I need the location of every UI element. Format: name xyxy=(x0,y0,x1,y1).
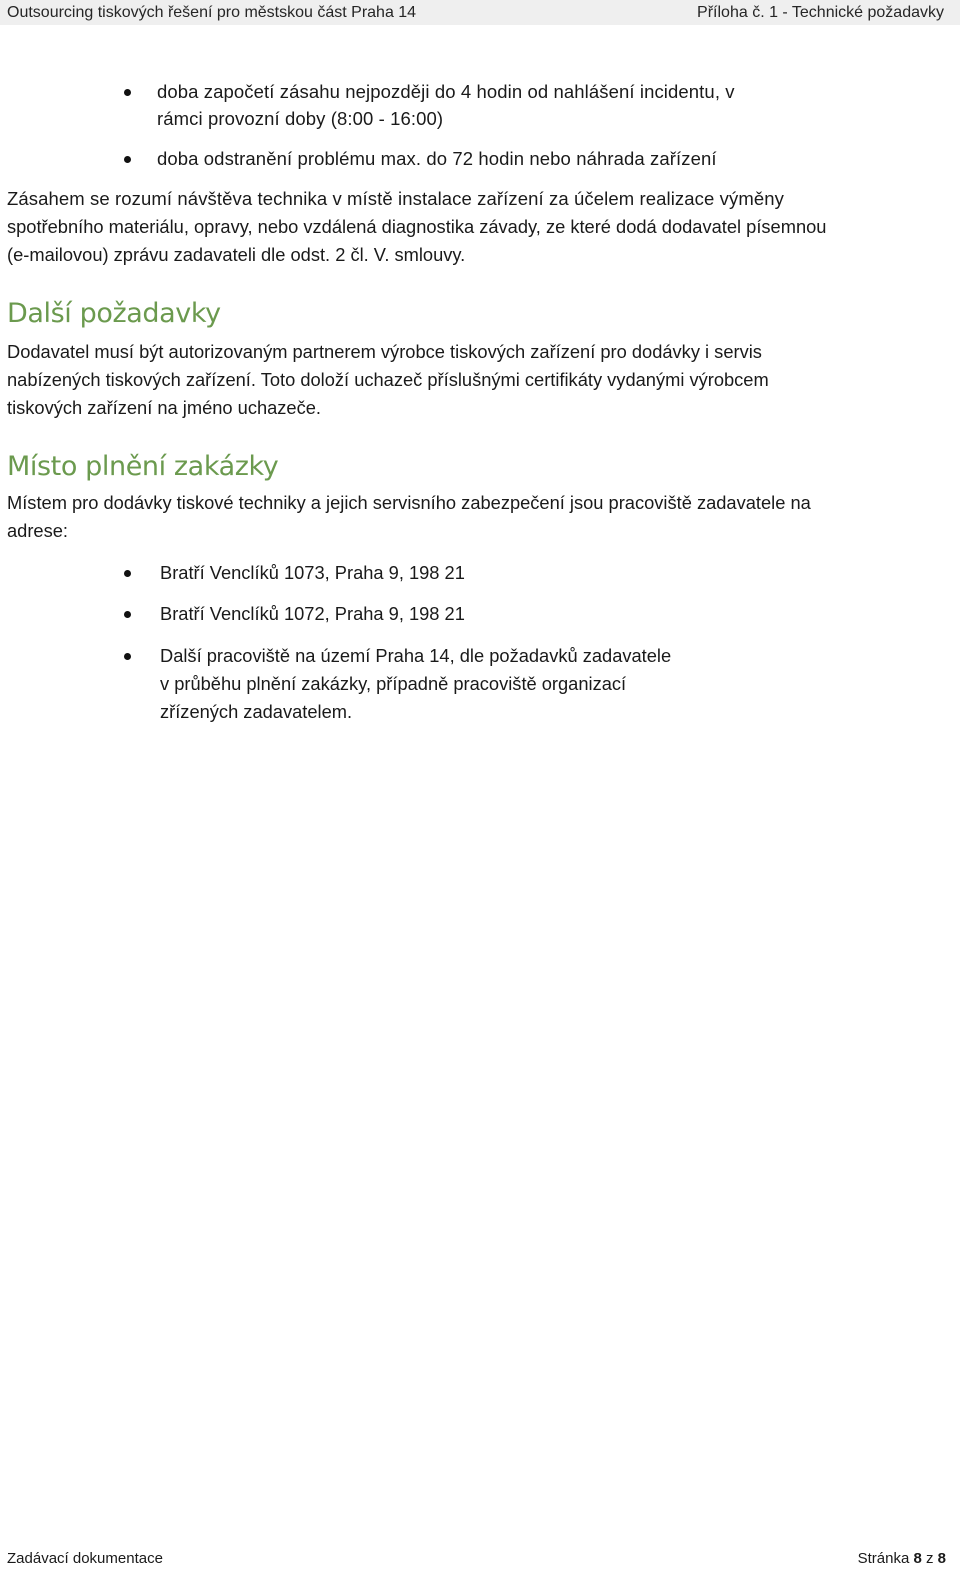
paragraph-line: spotřebního materiálu, opravy, nebo vzdálená diagnostika závady, ze které dodá dodavatel písemnou xyxy=(7,216,827,237)
bullet-text-line: doba započetí zásahu nejpozději do 4 hodin od nahlášení incidentu, v xyxy=(157,81,735,102)
paragraph-line: adrese: xyxy=(7,520,68,541)
paragraph-line: (e-mailovou) zprávu zadavateli dle odst. 2 čl. V. smlouvy. xyxy=(7,244,466,265)
bullet-text-line: rámci provozní doby (8:00 - 16:00) xyxy=(157,108,444,129)
address-line: Další pracoviště na území Praha 14, dle požadavků zadavatele xyxy=(160,645,672,666)
paragraph-line: Dodavatel musí být autorizovaným partnerem výrobce tiskových zařízení pro dodávky i servis xyxy=(7,341,762,362)
page-current: 8 xyxy=(913,1550,922,1567)
page-total: 8 xyxy=(937,1550,946,1567)
footer-document-name: Zadávací dokumentace xyxy=(7,1550,163,1567)
bullet-icon xyxy=(124,570,131,577)
bullet-icon xyxy=(124,89,131,96)
paragraph-line: Místem pro dodávky tiskové techniky a jejich servisního zabezpečení jsou pracoviště zadavatele na xyxy=(7,492,811,513)
page-header xyxy=(0,0,960,25)
page-number xyxy=(858,1549,946,1569)
bullet-text-line: doba odstranění problému max. do 72 hodin nebo náhrada zařízení xyxy=(157,148,717,169)
section-heading-place-of-performance: Místo plnění zakázky xyxy=(7,451,279,482)
paragraph-line: Zásahem se rozumí návštěva technika v místě instalace zařízení za účelem realizace výměny xyxy=(7,188,784,209)
bullet-icon xyxy=(124,611,131,618)
document-title: Outsourcing tiskových řešení pro městskou část Praha 14 xyxy=(7,4,417,21)
bullet-icon xyxy=(124,653,131,660)
address-line: Bratří Venclíků 1073, Praha 9, 198 21 xyxy=(160,562,465,583)
page-separator: z xyxy=(921,1550,938,1567)
paragraph-line: nabízených tiskových zařízení. Toto doloží uchazeč příslušnými certifikáty vydanými výrobcem xyxy=(7,369,769,390)
address-line: v průběhu plnění zakázky, případně pracoviště organizací xyxy=(160,673,627,694)
page-prefix: Stránka xyxy=(857,1550,914,1567)
attachment-label: Příloha č. 1 - Technické požadavky xyxy=(697,4,944,21)
paragraph-line: tiskových zařízení na jméno uchazeče. xyxy=(7,397,321,418)
address-line: zřízených zadavatelem. xyxy=(160,701,353,722)
bullet-icon xyxy=(124,156,131,163)
address-line: Bratří Venclíků 1072, Praha 9, 198 21 xyxy=(160,603,465,624)
section-heading-other-requirements: Další požadavky xyxy=(7,298,221,329)
